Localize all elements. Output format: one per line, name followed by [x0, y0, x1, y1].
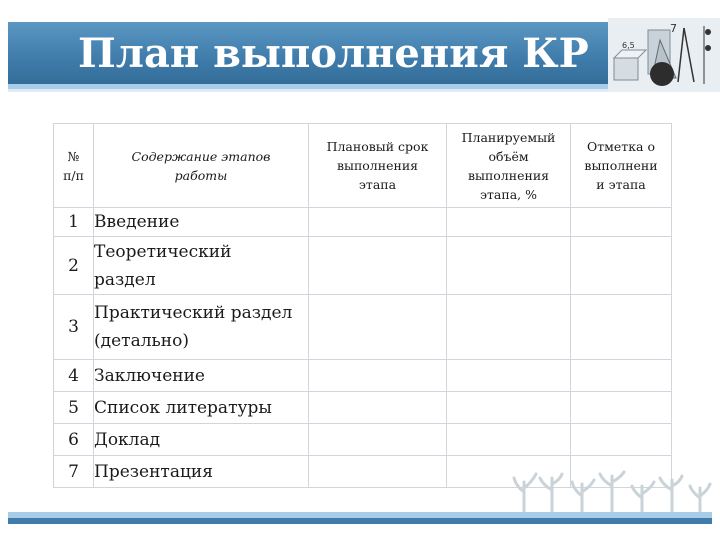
- deadline-cell[interactable]: [309, 295, 447, 360]
- row-number: 1: [54, 208, 94, 237]
- deadline-cell[interactable]: [309, 360, 447, 392]
- row-stage: Введение: [94, 208, 309, 237]
- deadline-cell[interactable]: [309, 392, 447, 424]
- row-stage: Теоретический раздел: [94, 237, 309, 295]
- row-stage: Практический раздел (детально): [94, 295, 309, 360]
- volume-cell[interactable]: [447, 360, 571, 392]
- header-deadline-line2: выполнения: [336, 158, 419, 173]
- row-number: 5: [54, 392, 94, 424]
- geometry-figures-icon: [608, 18, 720, 92]
- svg-text:6,5: 6,5: [622, 41, 635, 50]
- table-header-row: [54, 124, 672, 208]
- plan-table: [53, 123, 672, 488]
- row-stage: Доклад: [94, 424, 309, 456]
- volume-cell[interactable]: [447, 208, 571, 237]
- slide-title: План выполнения КР: [78, 30, 589, 77]
- header-mark-line3: и этапа: [596, 177, 646, 192]
- header-deadline: [309, 124, 447, 208]
- header-mark-line2: выполнени: [584, 158, 658, 173]
- row-stage: Заключение: [94, 360, 309, 392]
- mark-cell[interactable]: [571, 237, 672, 295]
- footer-strip: [8, 518, 712, 524]
- table-row: [54, 392, 672, 424]
- row-stage: Презентация: [94, 456, 309, 488]
- header-mark-line1: Отметка о: [587, 139, 655, 154]
- header-deadline-line1: Плановый срок: [326, 139, 429, 154]
- header-deadline-line3: этапа: [358, 177, 397, 192]
- table-row: [54, 360, 672, 392]
- row-number: 4: [54, 360, 94, 392]
- header-mark: [571, 124, 672, 208]
- row-number: 7: [54, 456, 94, 488]
- header-volume-line3: выполнения: [467, 167, 550, 183]
- svg-text:7: 7: [670, 22, 677, 35]
- header-volume-line1: Планируемый: [461, 129, 556, 145]
- row-number: 6: [54, 424, 94, 456]
- deadline-cell[interactable]: [309, 237, 447, 295]
- volume-cell[interactable]: [447, 424, 571, 456]
- mark-cell[interactable]: [571, 295, 672, 360]
- banner-strip-light: [8, 89, 712, 92]
- header-volume: [447, 124, 571, 208]
- volume-cell[interactable]: [447, 295, 571, 360]
- row-number: 2: [54, 237, 94, 295]
- header-number-line1: №: [67, 148, 80, 164]
- header-volume-line4: этапа, %: [480, 186, 537, 202]
- mark-cell[interactable]: [571, 424, 672, 456]
- table-row: [54, 424, 672, 456]
- table-row: [54, 208, 672, 237]
- plants-decor-icon: [512, 470, 712, 516]
- deadline-cell[interactable]: [309, 208, 447, 237]
- row-stage: Список литературы: [94, 392, 309, 424]
- header-content-line2: работы: [174, 167, 228, 183]
- deadline-cell[interactable]: [309, 456, 447, 488]
- header-number-line2: п/п: [63, 167, 84, 183]
- mark-cell[interactable]: [571, 360, 672, 392]
- volume-cell[interactable]: [447, 392, 571, 424]
- row-number: 3: [54, 295, 94, 360]
- header-content-line1: Содержание этапов: [131, 148, 271, 164]
- mark-cell[interactable]: [571, 208, 672, 237]
- header-content: [94, 124, 309, 208]
- header-number: [54, 124, 94, 208]
- deadline-cell[interactable]: [309, 424, 447, 456]
- table-row: [54, 237, 672, 295]
- header-volume-line2: объём: [488, 148, 529, 164]
- mark-cell[interactable]: [571, 392, 672, 424]
- table-row: [54, 295, 672, 360]
- volume-cell[interactable]: [447, 237, 571, 295]
